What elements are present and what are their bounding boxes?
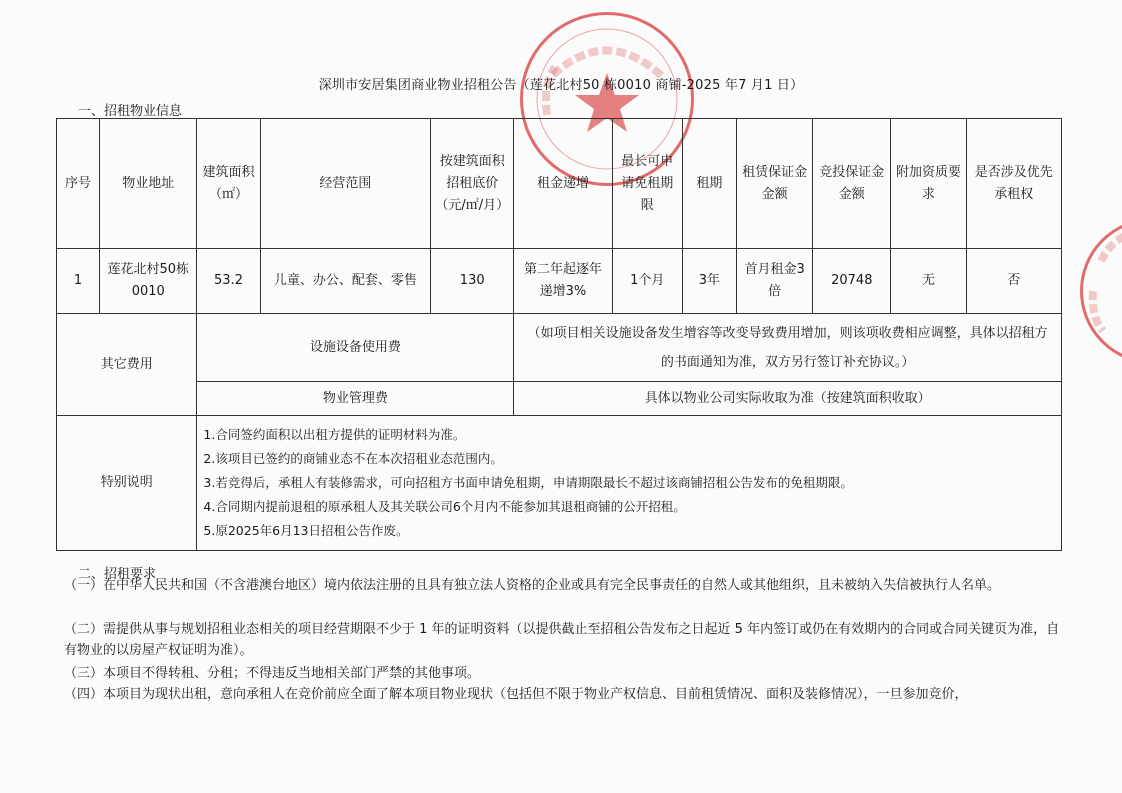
cell-seq: 1 — [57, 249, 100, 314]
cell-free-period: 1个月 — [612, 249, 682, 314]
cell-deposit: 首月租金3倍 — [736, 249, 812, 314]
header-address: 物业地址 — [100, 119, 197, 249]
header-priority: 是否涉及优先承租权 — [966, 119, 1061, 249]
special-note: 3.若竞得后，承租人有装修需求，可向招租方书面申请免租期，申请期限最长不超过该商铺招租公告发布的免租期限。 — [203, 475, 853, 490]
section-heading-requirements: 二、招租要求 — [78, 567, 157, 582]
cell-base-price: 130 — [431, 249, 514, 314]
section-heading-property-info: 一、招租物业信息 — [78, 104, 183, 119]
header-deposit: 租赁保证金金额 — [736, 119, 812, 249]
company-seal-partial — [1080, 218, 1122, 364]
special-note: 4.合同期内提前退租的原承租人及其关联公司6个月内不能参加其退租商铺的公开招租。 — [203, 499, 686, 514]
cell-bid-deposit: 20748 — [813, 249, 891, 314]
requirement-item: （四）本项目为现状出租，意向承租人在竞价前应全面了解本项目物业现状（包括但不限于物业产权信息、目前租赁情况、面积及装修情况），一旦参加竞价， — [64, 687, 968, 702]
header-scope: 经营范围 — [260, 119, 431, 249]
cell-scope: 儿童、办公、配套、零售 — [260, 249, 431, 314]
facility-fee-text: （如项目相关设施设备发生增容等改变导致费用增加，则该项收费相应调整，具体以招租方的书面通知为准，双方另行签订补充协议。） — [514, 314, 1062, 382]
table-header-row — [57, 119, 1062, 249]
header-extra-req: 附加资质要求 — [891, 119, 966, 249]
mgmt-fee-row — [57, 382, 1062, 416]
cell-rent-increase: 第二年起逐年递增3% — [514, 249, 612, 314]
property-info-table — [56, 118, 1062, 551]
header-free-period: 最长可申请免租期限 — [612, 119, 682, 249]
requirement-item: （三）本项目不得转租、分租；不得违反当地相关部门严禁的其他事项。 — [64, 666, 481, 681]
scan-artifact — [330, 8, 342, 21]
cell-area: 53.2 — [197, 249, 260, 314]
header-seq: 序号 — [57, 119, 100, 249]
facility-fee-label: 设施设备使用费 — [197, 314, 514, 382]
cell-extra-req: 无 — [891, 249, 966, 314]
other-fees-row — [57, 314, 1062, 382]
header-term: 租期 — [682, 119, 736, 249]
header-bid-deposit: 竞投保证金金额 — [813, 119, 891, 249]
cell-term: 3年 — [682, 249, 736, 314]
mgmt-fee-text: 具体以物业公司实际收取为准（按建筑面积收取） — [514, 382, 1062, 416]
special-notes-label: 特别说明 — [57, 416, 197, 551]
special-notes — [197, 416, 1062, 551]
header-area: 建筑面积（㎡） — [197, 119, 260, 249]
cell-address: 莲花北村50栋0010 — [100, 249, 197, 314]
requirement-item: （一）在中华人民共和国（不含港澳台地区）境内依法注册的且具有独立法人资格的企业或具有完全民事责任的自然人或其他组织，且未被纳入失信被执行人名单。 — [64, 578, 1001, 593]
special-note: 5.原2025年6月13日招租公告作废。 — [203, 523, 409, 538]
table-row — [57, 249, 1062, 314]
document-title: 深圳市安居集团商业物业招租公告（莲花北村50 栋0010 商铺-2025 年7 月1 日） — [318, 78, 804, 93]
mgmt-fee-label: 物业管理费 — [197, 382, 514, 416]
special-note: 1.合同签约面积以出租方提供的证明材料为准。 — [203, 427, 466, 442]
requirement-item: （二）需提供从事与规划招租业态相关的项目经营期限不少于 1 年的证明资料（以提供截止至招租公告发布之日起近 5 年内签订或仍在有效期内的合同或合同关键页为准，自有物业的以房屋产权证明为准）。 — [64, 622, 1060, 658]
header-rent-increase: 租金递增 — [514, 119, 612, 249]
other-fees-label: 其它费用 — [57, 314, 197, 416]
cell-priority: 否 — [966, 249, 1061, 314]
special-notes-row — [57, 416, 1062, 551]
special-note: 2.该项目已签约的商铺业态不在本次招租业态范围内。 — [203, 451, 503, 466]
header-base-price: 按建筑面积招租底价（元/㎡/月） — [431, 119, 514, 249]
